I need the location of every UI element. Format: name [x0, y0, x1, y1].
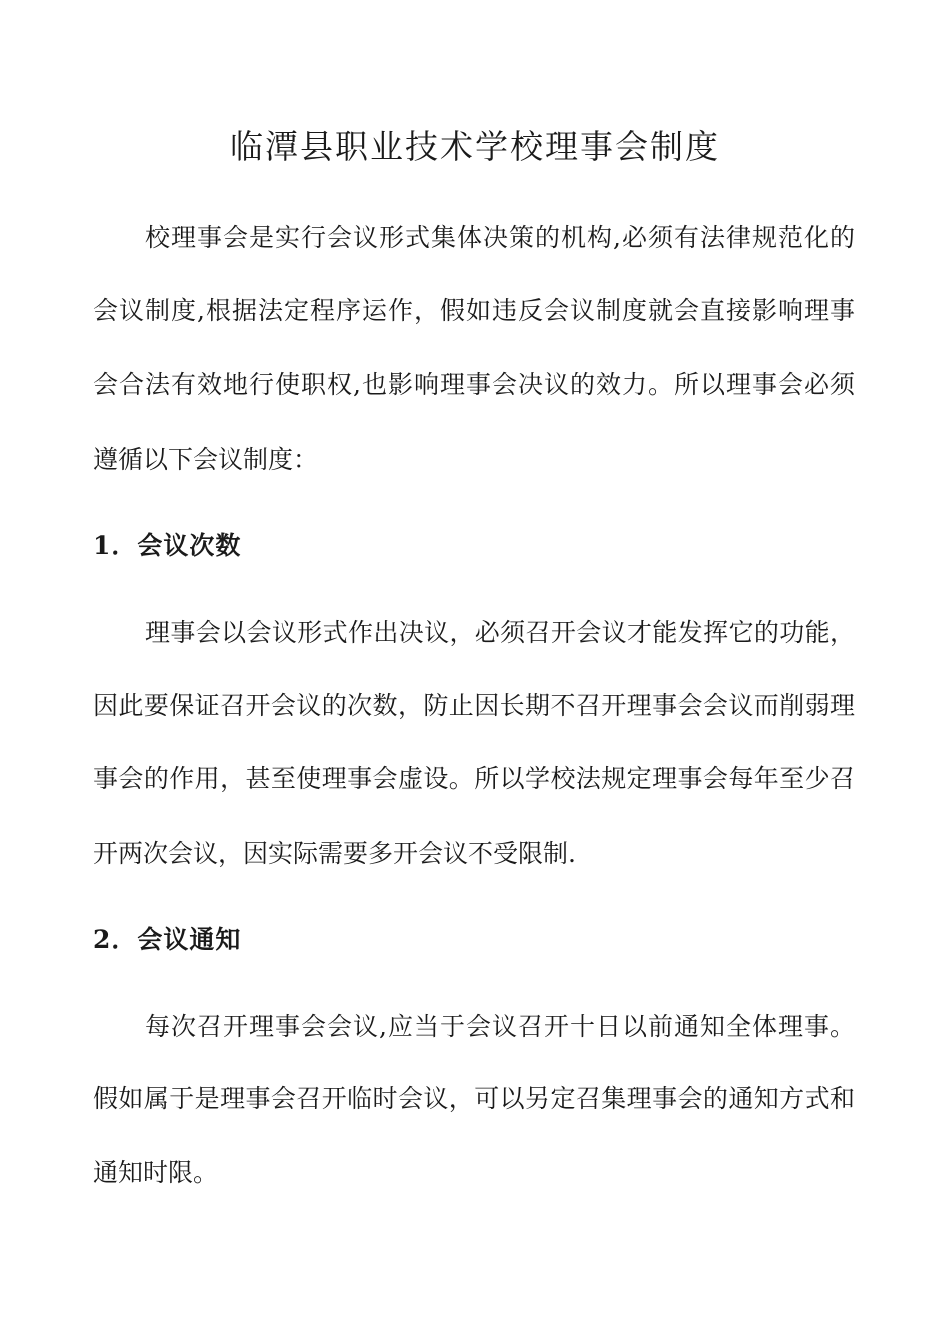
- section-2-line-1: 每次召开理事会会议,应当于会议召开十日以前通知全体理事。: [145, 1012, 855, 1041]
- intro-line-3: 会合法有效地行使职权,也影响理事会决议的效力。所以理事会必须: [93, 370, 855, 399]
- intro-line-2: 会议制度,根据法定程序运作，假如违反会议制度就会直接影响理事: [93, 296, 855, 325]
- section-1-heading: 1．会议次数: [93, 531, 242, 560]
- document-title: 临潭县职业技术学校理事会制度: [230, 127, 720, 166]
- intro-line-1: 校理事会是实行会议形式集体决策的机构,必须有法律规范化的: [145, 223, 855, 252]
- section-2-line-2: 假如属于是理事会召开临时会议，可以另定召集理事会的通知方式和: [93, 1084, 855, 1113]
- section-1-line-1: 理事会以会议形式作出决议，必须召开会议才能发挥它的功能，: [145, 618, 855, 647]
- section-1-line-4: 开两次会议，因实际需要多开会议不受限制.: [93, 839, 576, 868]
- section-2-line-3: 通知时限。: [93, 1158, 219, 1187]
- intro-line-4: 遵循以下会议制度：: [93, 445, 319, 474]
- section-2-heading: 2．会议通知: [93, 925, 242, 954]
- section-1-line-2: 因此要保证召开会议的次数，防止因长期不召开理事会会议而削弱理: [93, 691, 855, 720]
- section-1-line-3: 事会的作用，甚至使理事会虚设。所以学校法规定理事会每年至少召: [93, 764, 855, 793]
